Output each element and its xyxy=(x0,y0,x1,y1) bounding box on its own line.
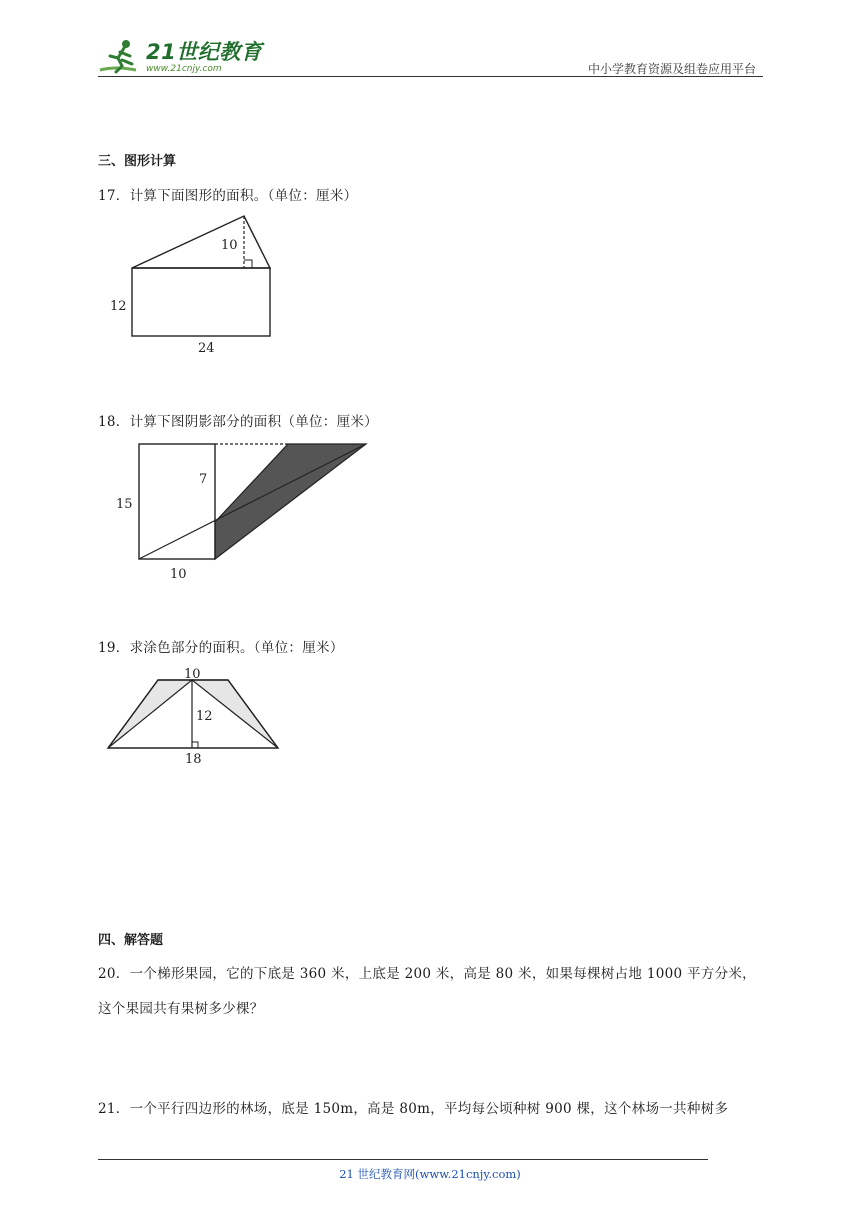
footer-text: 21 世纪教育网(www.21cnjy.com) xyxy=(339,1167,521,1181)
q17-rectangle xyxy=(132,268,270,336)
q17-label-base: 24 xyxy=(198,341,215,356)
header-divider xyxy=(98,76,763,77)
q19-label-top: 10 xyxy=(184,667,201,682)
q17-label-side: 12 xyxy=(110,299,127,314)
q17-right-angle xyxy=(244,260,252,268)
question-20-line2: 这个果园共有果树多少棵？ xyxy=(98,1001,264,1017)
q18-label-side: 15 xyxy=(116,497,133,512)
q19-figure xyxy=(102,664,284,768)
q19-label-base: 18 xyxy=(185,752,202,767)
q18-rectangle xyxy=(139,444,215,559)
q17-label-height: 10 xyxy=(221,238,238,253)
q18-shaded-region xyxy=(215,444,366,559)
q19-right-angle xyxy=(192,742,198,748)
runner-logo-icon xyxy=(96,36,152,78)
q18-label-base: 10 xyxy=(170,567,187,582)
question-20-line1: 20．一个梯形果园，它的下底是 360 米，上底是 200 米，高是 80 米，如果每棵树占地 1000 平方分米， xyxy=(98,966,756,982)
section-title-problems: 四、解答题 xyxy=(98,933,164,948)
logo-text: 21世纪教育 xyxy=(146,40,263,64)
section-title-graphics: 三、图形计算 xyxy=(98,154,177,169)
question-19: 19．求涂色部分的面积。（单位：厘米） xyxy=(98,640,344,656)
logo-url: www.21cnjy.com xyxy=(146,64,222,74)
q18-diagonal xyxy=(139,444,366,559)
question-21-line1: 21．一个平行四边形的林场，底是 150m，高是 80m，平均每公顷种树 900 棵，这个林场一共种树多 xyxy=(98,1101,729,1117)
q17-figure xyxy=(100,212,290,362)
q18-figure xyxy=(112,438,372,586)
q19-trapezoid xyxy=(108,680,278,748)
question-17: 17．计算下面图形的面积。（单位：厘米） xyxy=(98,188,358,204)
footer-divider xyxy=(98,1159,708,1160)
question-18: 18．计算下图阴影部分的面积（单位：厘米） xyxy=(98,414,378,430)
q19-label-height: 12 xyxy=(196,709,213,724)
q18-label-inner: 7 xyxy=(199,472,208,487)
header-platform-text: 中小学教育资源及组卷应用平台 xyxy=(587,62,756,76)
